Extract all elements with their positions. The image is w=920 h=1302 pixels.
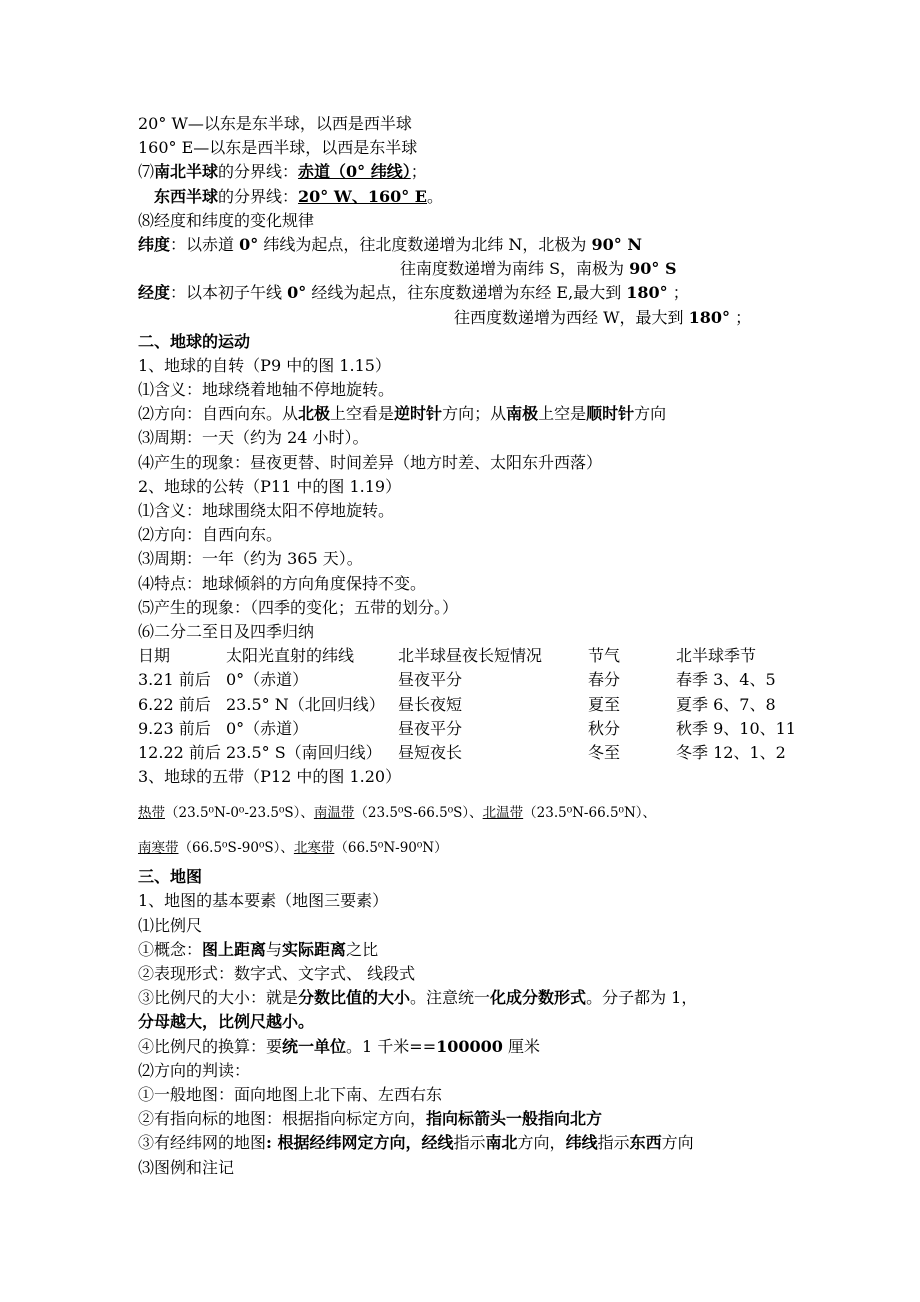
text-line: ②表现形式：数字式、文字式、 线段式: [138, 964, 416, 983]
text-line: ⑴含义：地球绕着地轴不停地旋转。: [138, 380, 395, 400]
text-line: 1、地球的自转（P9 中的图 1.15）: [138, 355, 391, 375]
text-line: ⑵方向的判读：: [138, 1060, 251, 1080]
text-line: ⑺南北半球的分界线：赤道（0° 纬线）；: [138, 162, 427, 182]
text-line: 160° E—以东是西半球，以西是东半球: [138, 138, 418, 158]
section-heading: 二、地球的运动: [138, 331, 251, 351]
zones-line-2: 南寒带（66.5⁰S-90⁰S）、北寒带（66.5⁰N-90⁰N）: [138, 840, 448, 857]
text-line: ⑵方向：自西向东。从北极上空看是逆时针方向；从南极上空是顺时针方向: [138, 404, 667, 424]
zones-line-1: 热带（23.5⁰N-0⁰-23.5⁰S）、南温带（23.5⁰S-66.5⁰S）、北温带（23.5⁰N-66.5⁰N）、: [138, 805, 657, 822]
text-line: ⑶图例和注记: [138, 1157, 235, 1177]
text-line: ⑴比例尺: [138, 915, 203, 935]
text-line: 往南度数递增为南纬 S，南极为 90° S: [400, 259, 677, 279]
text-line: ⑴含义：地球围绕太阳不停地旋转。: [138, 501, 395, 520]
text-line: ⑷特点：地球倾斜的方向角度保持不变。: [138, 573, 427, 593]
text-line: ⑶周期：一年（约为 365 天）。: [138, 549, 363, 569]
text-line: ⑵方向：自西向东。: [138, 525, 283, 545]
text-line: ③比例尺的大小：就是分数比值的大小。注意统一化成分数形式。分子都为 1，: [138, 988, 698, 1008]
text-line: 往西度数递增为西经 W，最大到 180° ；: [454, 307, 752, 327]
text-line: 纬度：以赤道 0° 纬线为起点，往北度数递增为北纬 N，北极为 90° N: [138, 234, 642, 254]
table-row: 9.23 前后 0°（赤道） 昼夜平分 秋分 秋季 9、10、11: [138, 718, 796, 738]
text-line: ②有指向标的地图：根据指向标定方向，指向标箭头一般指向北方: [138, 1109, 603, 1129]
text-line: 东西半球的分界线：20° W、160° E。: [154, 186, 444, 206]
text-line: 1、地图的基本要素（地图三要素）: [138, 891, 389, 911]
text-line: ⑶周期：一天（约为 24 小时）。: [138, 428, 369, 448]
text-line: 2、地球的公转（P11 中的图 1.19）: [138, 476, 402, 496]
text-line: ①概念：图上距离与实际距离之比: [138, 939, 379, 959]
text-line: ④比例尺的换算：要统一单位。1 千米==100000 厘米: [138, 1036, 541, 1056]
text-line: ⑹二分二至日及四季归纳: [138, 621, 315, 641]
table-row: 12.22 前后 23.5° S（南回归线） 昼短夜长 冬至 冬季 12、1、2: [138, 742, 786, 762]
text-line: 3、地球的五带（P12 中的图 1.20）: [138, 767, 402, 787]
text-line: ⑻经度和纬度的变化规律: [138, 210, 315, 230]
table-header: 日期 太阳光直射的纬线 北半球昼夜长短情况 节气 北半球季节: [138, 646, 757, 666]
table-row: 6.22 前后 23.5° N（北回归线） 昼长夜短 夏至 夏季 6、7、8: [138, 694, 776, 714]
text-line: 20° W—以东是东半球，以西是西半球: [138, 114, 412, 133]
text-line: 经度：以本初子午线 0° 经线为起点，往东度数递增为东经 E,最大到 180° ；: [138, 283, 689, 303]
text-line: ⑷产生的现象：昼夜更替、时间差异（地方时差、太阳东升西落）: [138, 452, 603, 472]
table-row: 3.21 前后 0°（赤道） 昼夜平分 春分 春季 3、4、5: [138, 670, 776, 690]
text-line: 分母越大，比例尺越小。: [138, 1012, 315, 1032]
text-line: ⑸产生的现象：（四季的变化；五带的划分。）: [138, 597, 459, 617]
text-line: ①一般地图：面向地图上北下南、左西右东: [138, 1084, 443, 1104]
document-page: [138, 112, 796, 1180]
section-heading: 三、地图: [138, 867, 203, 887]
text-line: ③有经纬网的地图: 根据经纬网定方向，经线指示南北方向，纬线指示东西方向: [138, 1133, 694, 1153]
